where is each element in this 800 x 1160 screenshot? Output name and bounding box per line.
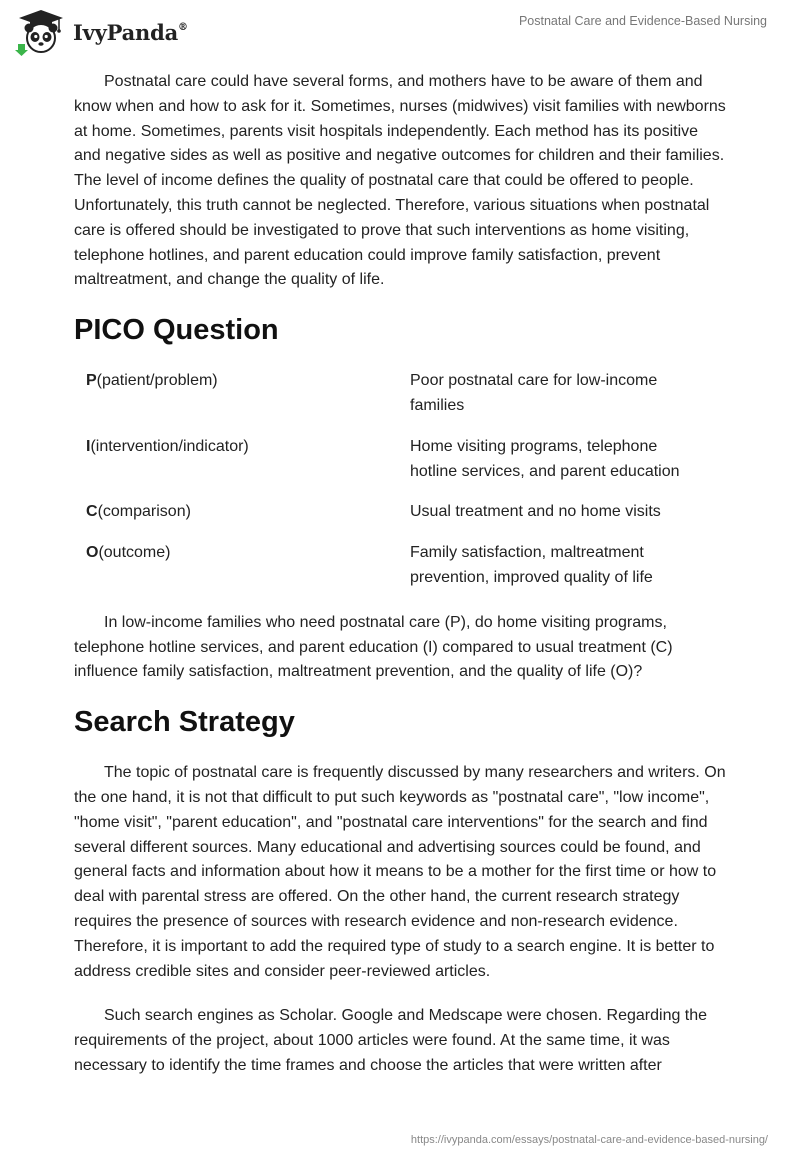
pico-row-c [74, 500, 726, 525]
pico-heading: PICO Question [74, 314, 279, 347]
pico-row-o [74, 541, 726, 591]
search-strategy-heading: Search Strategy [74, 706, 295, 739]
brand-name: IvyPanda® [73, 19, 188, 45]
pico-table [74, 369, 726, 591]
pico-label: I(intervention/indicator) [86, 437, 249, 455]
panda-graduate-icon [15, 8, 67, 56]
pico-value: Home visiting programs, telephone hotline services, and parent education [410, 437, 680, 480]
pico-label: P(patient/problem) [86, 372, 218, 390]
search-strategy-paragraph: Such search engines as Scholar. Google and Medscape were chosen. Regarding the requirements of the project, about 1000 articles were found. At the same time, it was necessary to identify the time frames and choose the articles that were written after [74, 1007, 708, 1074]
page-header [0, 0, 800, 60]
brand-logo[interactable] [15, 8, 188, 56]
source-url[interactable]: https://ivypanda.com/essays/postnatal-care-and-evidence-based-nursing/ [410, 1134, 768, 1146]
pico-label: O(outcome) [86, 544, 171, 562]
pico-value: Family satisfaction, maltreatment prevention, improved quality of life [410, 544, 653, 586]
pico-value: Poor postnatal care for low-income families [410, 372, 658, 414]
pico-row-i [74, 435, 726, 485]
pico-label: C(comparison) [86, 503, 191, 521]
document-title: Postnatal Care and Evidence-Based Nursing [518, 14, 767, 28]
search-strategy-paragraph: The topic of postnatal care is frequently discussed by many researchers and writers. On the one hand, it is not that difficult to put such keywords as "postnatal care", "low income", "home visit", "parent education", and "postnatal care interventions" for the search and find several different sources. Many educational and advertising sources could be found, and general facts and information about how it means to be a mother for the first time or how to deal with parental stress are offered. On the other hand, the current research strategy requires the presence of sources with research evidence and non-research evidence. Therefore, it is important to add the required type of study to a search engine. It is better to address credible sites and consider peer-reviewed articles. [74, 764, 726, 980]
pico-row-p [74, 369, 726, 419]
article-body [74, 70, 726, 1099]
intro-paragraph: Postnatal care could have several forms, and mothers have to be aware of them and know when and how to ask for it. Sometimes, nurses (midwives) visit families with newborns at home. Sometimes, parents visit hospitals independently. Each method has its positive and negative sides as well as positive and negative outcomes for children and their families. The level of income defines the quality of postnatal care that could be offered to people. Unfortunately, this truth cannot be neglected. Therefore, various situations when postnatal care is offered should be investigated to prove that such interventions as home visiting, telephone hotlines, and parent education could improve family satisfaction, prevent maltreatment, and change the quality of life. [74, 73, 726, 289]
pico-question-paragraph: In low-income families who need postnatal care (P), do home visiting programs, telephone hotline services, and parent education (I) compared to usual treatment (C) influence family satisfaction, maltreatment prevention, and the quality of life (O)? [74, 613, 673, 681]
pico-value: Usual treatment and no home visits [410, 503, 661, 521]
